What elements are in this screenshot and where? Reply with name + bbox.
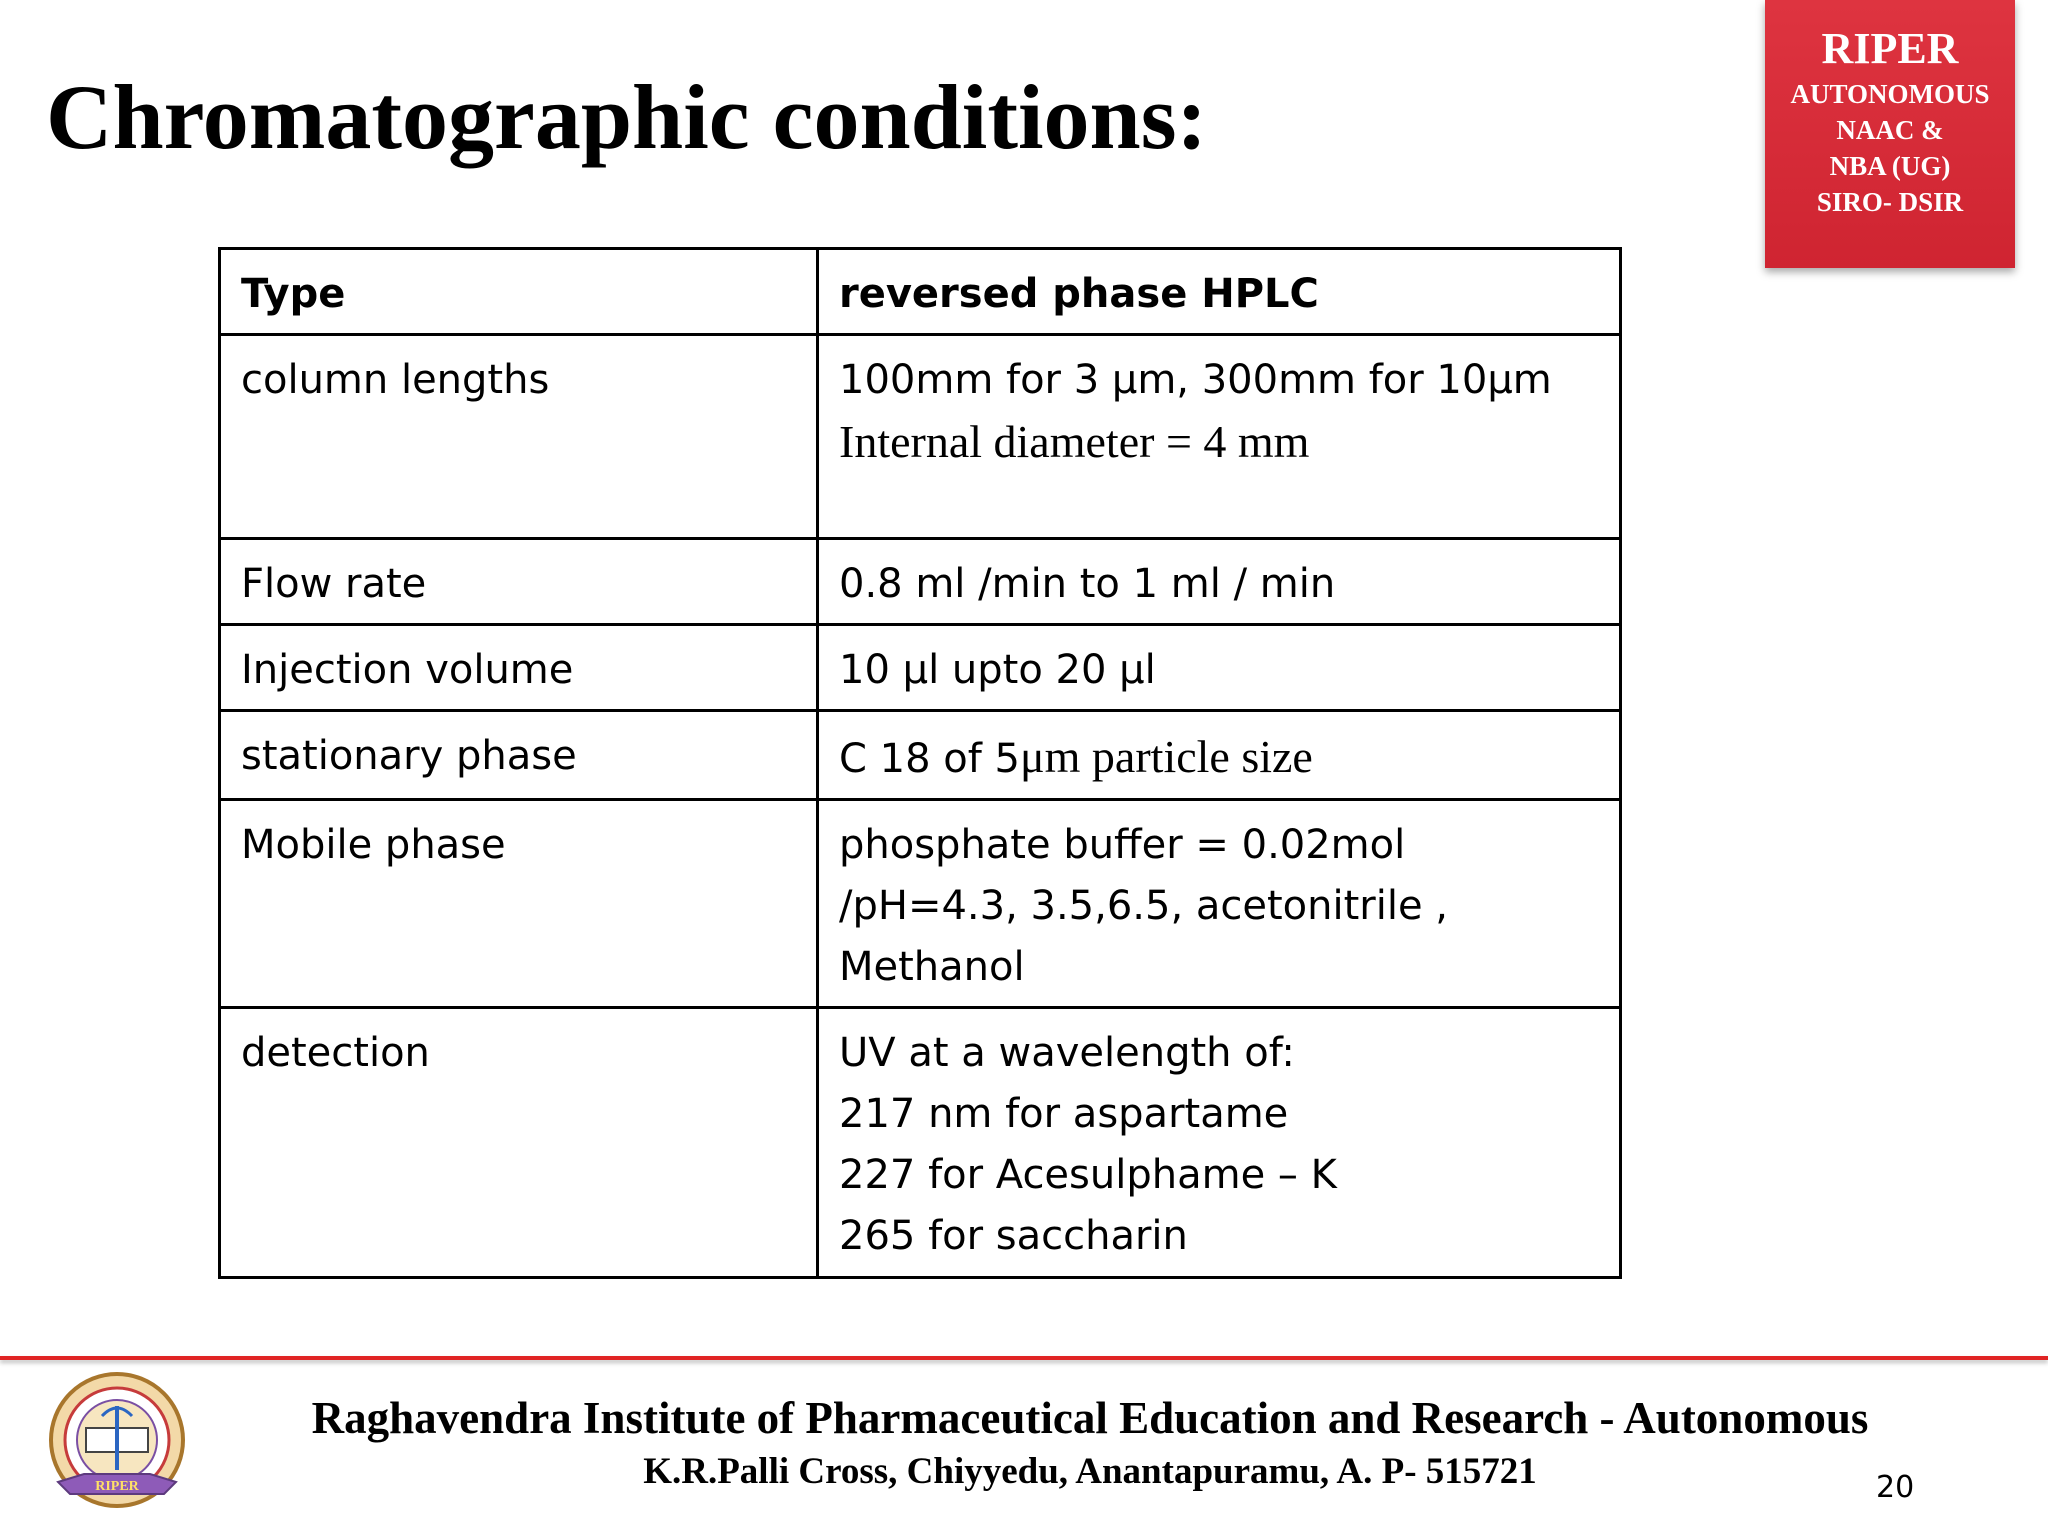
value-line: /pH=4.3, 3.5,6.5, acetonitrile , xyxy=(839,883,1449,929)
row-label: Flow rate xyxy=(220,539,818,625)
value-line: 10 µl upto 20 µl xyxy=(839,647,1156,693)
row-value xyxy=(818,1008,1621,1278)
badge-siro: SIRO- DSIR xyxy=(1816,187,1964,217)
table-row-detection xyxy=(220,1008,1621,1278)
row-label: Mobile phase xyxy=(220,800,818,1008)
value-line: UV at a wavelength of: xyxy=(839,1030,1295,1076)
row-value xyxy=(818,711,1621,800)
conditions-table xyxy=(218,247,1622,1279)
row-value xyxy=(818,800,1621,1008)
institute-address: K.R.Palli Cross, Chiyyedu, Anantapuramu, A. P- 515721 xyxy=(643,1451,1537,1492)
table-row-mobile-phase xyxy=(220,800,1621,1008)
value-line: 0.8 ml /min to 1 ml / min xyxy=(839,561,1336,607)
row-label: column lengths xyxy=(220,335,818,539)
row-label: stationary phase xyxy=(220,711,818,800)
table-row-flow-rate xyxy=(220,539,1621,625)
table-row-stationary-phase xyxy=(220,711,1621,800)
institute-seal-icon xyxy=(44,1370,190,1520)
slide-title: Chromatographic conditions: xyxy=(46,66,1208,168)
value-line: Methanol xyxy=(839,944,1025,990)
value-line xyxy=(839,726,1599,790)
badge-naac: NAAC & xyxy=(1836,115,1944,145)
footer-divider xyxy=(0,1356,2048,1360)
value-line: 265 for saccharin xyxy=(839,1213,1188,1259)
row-value xyxy=(818,625,1621,711)
row-value xyxy=(818,335,1621,539)
row-label: Injection volume xyxy=(220,625,818,711)
accreditation-badge xyxy=(1765,0,2015,268)
row-label: detection xyxy=(220,1008,818,1278)
table-row-column-lengths xyxy=(220,335,1621,539)
badge-title: RIPER xyxy=(1821,24,1959,73)
seal-text: RIPER xyxy=(95,1479,139,1494)
row-value xyxy=(818,539,1621,625)
value-line: Internal diameter = 4 mm xyxy=(839,416,1310,467)
value-text-serif: μm particle size xyxy=(1019,731,1313,782)
institute-name: Raghavendra Institute of Pharmaceutical Education and Research - Autonomous xyxy=(311,1393,1869,1443)
table-row-injection-volume xyxy=(220,625,1621,711)
value-line: phosphate buffer = 0.02mol xyxy=(839,822,1406,868)
value-line: 227 for Acesulphame – K xyxy=(839,1152,1337,1198)
value-line xyxy=(839,350,1599,411)
value-text: C 18 of 5 xyxy=(839,736,1020,782)
header-value-cell: reversed phase HPLC xyxy=(818,249,1621,335)
header-label-cell: Type xyxy=(220,249,818,335)
table-header-row xyxy=(220,249,1621,335)
page-number: 20 xyxy=(1876,1470,1915,1505)
badge-nba: NBA (UG) xyxy=(1829,151,1951,181)
value-line: 217 nm for aspartame xyxy=(839,1091,1289,1137)
value-text: 100mm for 3 μm, 300mm for 10μm xyxy=(839,357,1552,403)
badge-autonomous: AUTONOMOUS xyxy=(1790,79,1990,109)
